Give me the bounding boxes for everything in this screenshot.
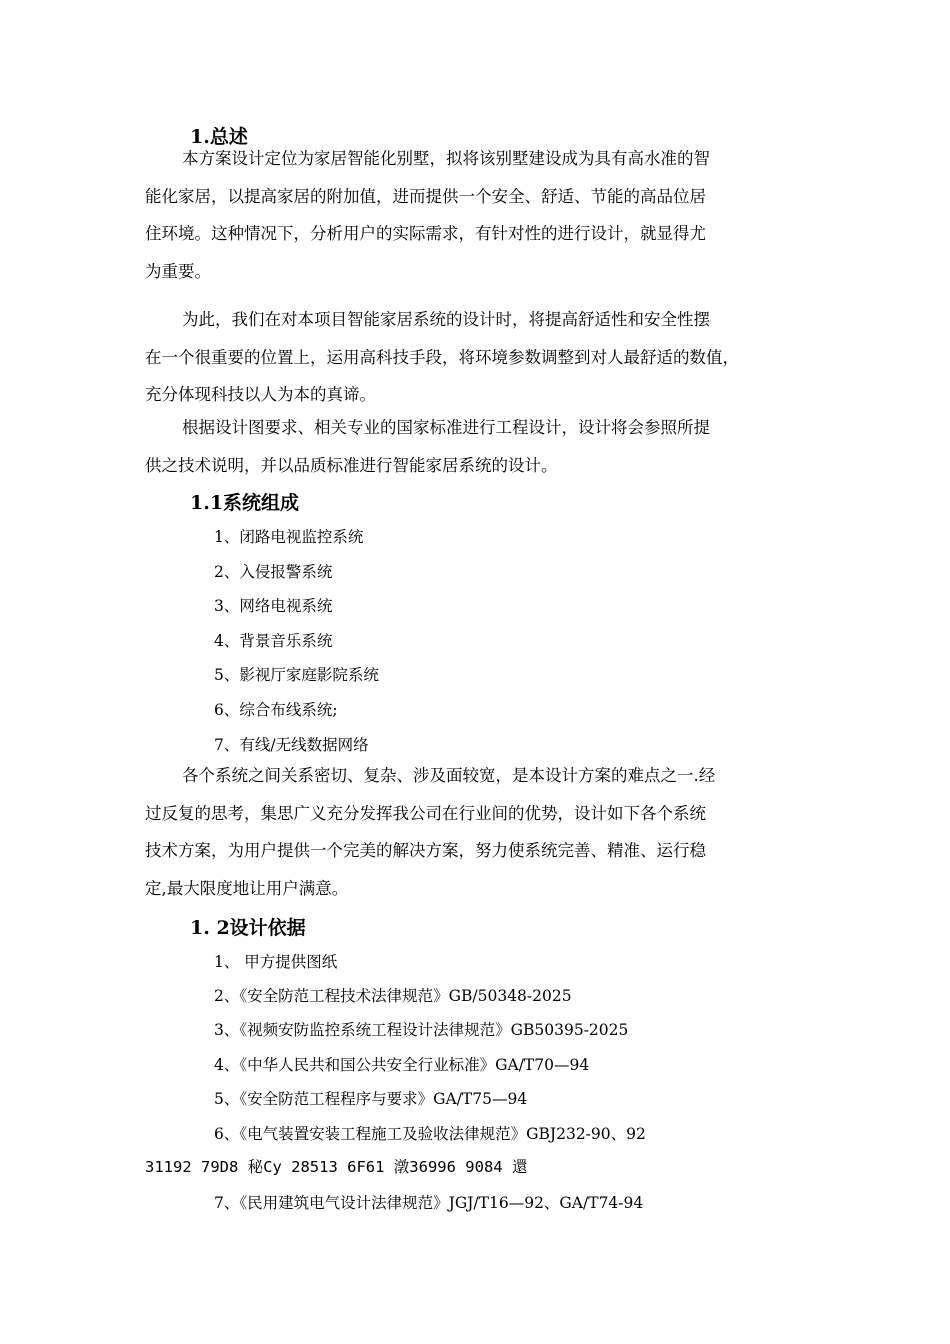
paragraph-line: 为重要。 — [145, 261, 211, 281]
list-item: 3、《视频安防监控系统工程设计法律规范》GB50395-2025 — [214, 1021, 629, 1039]
paragraph-line: 充分体现科技以人为本的真谛。 — [145, 385, 376, 404]
list-item: 5、影视厅家庭影院系统 — [214, 666, 379, 684]
list-item: 6、综合布线系统; — [214, 701, 338, 719]
paragraph-overview-standards — [145, 409, 815, 484]
list-item: 2、《安全防范工程技术法律规范》GB/50348-2025 — [214, 987, 572, 1005]
list-item: 1、闭路电视监控系统 — [214, 528, 364, 546]
garbled-text-line: 31192 79D8 秘Cy 28513 6F61 潡36996 9084 還 — [145, 1158, 528, 1176]
paragraph-line: 供之技术说明，并以品质标准进行智能家居系统的设计。 — [145, 455, 558, 475]
paragraph-line: 为此，我们在对本项目智能家居系统的设计时，将提高舒适性和安全性摆 — [182, 310, 710, 329]
list-item: 4、背景音乐系统 — [214, 632, 333, 650]
paragraph-line: 根据设计图要求、相关专业的国家标准进行工程设计，设计将会参照所提 — [182, 418, 710, 437]
list-item: 4、《中华人民共和国公共安全行业标准》GA/T70—94 — [214, 1056, 590, 1074]
list-item: 7、有线/无线数据网络 — [214, 736, 369, 754]
paragraph-line: 住环境。这种情况下，分析用户的实际需求，有针对性的进行设计，就显得尤 — [145, 224, 706, 243]
list-item: 7、《民用建筑电气设计法律规范》JGJ/T16—92、GA/T74-94 — [214, 1194, 644, 1212]
paragraph-line: 能化家居，以提高家居的附加值，进而提供一个安全、舒适、节能的高品位居 — [145, 186, 706, 206]
list-item: 3、网络电视系统 — [214, 597, 333, 615]
paragraph-line: 各个系统之间关系密切、复杂、涉及面较宽，是本设计方案的难点之一.经 — [182, 766, 716, 785]
list-item: 2、入侵报警系统 — [214, 563, 333, 581]
paragraph-line: 本方案设计定位为家居智能化别墅，拟将该别墅建设成为具有高水准的智 — [182, 149, 710, 168]
paragraph-line: 定,最大限度地让用户满意。 — [145, 878, 349, 898]
paragraph-overview-design — [145, 301, 815, 414]
list-item: 1、 甲方提供图纸 — [214, 953, 338, 971]
paragraph-overview-intro — [145, 140, 815, 290]
section-heading-design-basis: 1. 2设计依据 — [190, 917, 306, 939]
paragraph-line: 在一个很重要的位置上，运用高科技手段，将环境参数调整到对人最舒适的数值， — [145, 347, 739, 367]
paragraph-line: 技术方案，为用户提供一个完美的解决方案，努力使系统完善、精准、运行稳 — [145, 841, 706, 860]
section-heading-system-composition: 1.1系统组成 — [190, 492, 300, 514]
list-item: 6、《电气装置安装工程施工及验收法律规范》GBJ232-90、92 — [214, 1125, 646, 1143]
paragraph-system-relations — [145, 757, 815, 907]
list-item: 5、《安全防范工程程序与要求》GA/T75—94 — [214, 1090, 528, 1108]
paragraph-line: 过反复的思考，集思广义充分发挥我公司在行业间的优势，设计如下各个系统 — [145, 803, 706, 823]
section-heading-overview: 1.总述 — [190, 126, 248, 148]
